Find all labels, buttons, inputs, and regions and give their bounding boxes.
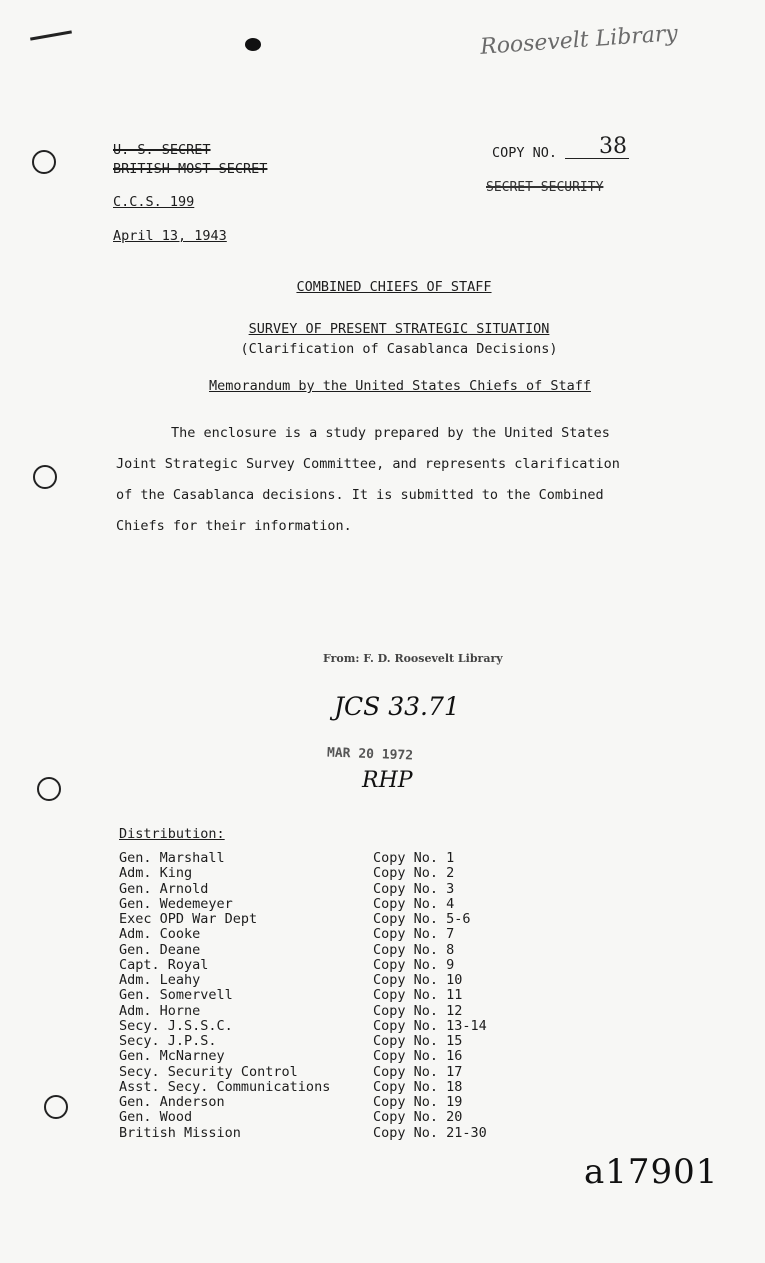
handwritten-initials: RHP (362, 768, 413, 793)
recipient-name: Gen. Marshall (119, 850, 225, 866)
recipient-name: British Mission (119, 1124, 241, 1141)
recipient-name: Gen. Arnold (119, 880, 209, 897)
copy-assignment: Copy No. 9 (373, 956, 455, 973)
distribution-row (119, 1019, 549, 1034)
recipient-name: Secy. Security Control (119, 1063, 298, 1080)
copy-assignment: Copy No. 21-30 (373, 1124, 487, 1141)
title-subject: SURVEY OF PRESENT STRATEGIC SITUATION (248, 321, 550, 337)
recipient-name: Exec OPD War Dept (119, 911, 258, 927)
distribution-row (119, 866, 549, 881)
recipient-name: Capt. Royal (119, 956, 209, 973)
recipient-name: Secy. J.S.S.C. (119, 1017, 233, 1034)
body-line: The enclosure is a study prepared by the United States (171, 425, 610, 441)
ink-blot (245, 38, 261, 51)
copy-assignment: Copy No. 19 (373, 1094, 463, 1110)
copy-number-line (565, 134, 629, 159)
distribution-row (119, 1126, 549, 1141)
body-line: of the Casablanca decisions. It is submitted to the Combined (116, 487, 604, 503)
recipient-name: Adm. Horne (119, 1002, 201, 1019)
distribution-row (119, 1080, 549, 1095)
date-stamp: MAR 20 1972 (326, 745, 414, 764)
recipient-name: Gen. Anderson (119, 1094, 225, 1110)
handwritten-reference: JCS 33.71 (334, 692, 460, 721)
copy-assignment: Copy No. 16 (373, 1048, 463, 1065)
distribution-row (119, 851, 549, 866)
distribution-row (119, 988, 549, 1003)
classification-struck: BRITISH MOST SECRET (113, 161, 268, 177)
copy-assignment: Copy No. 17 (373, 1063, 463, 1080)
binder-hole (33, 465, 57, 489)
distribution-row (119, 912, 549, 927)
distribution-row (119, 958, 549, 973)
recipient-name: Gen. Deane (119, 941, 201, 958)
copy-assignment: Copy No. 11 (373, 987, 463, 1004)
copy-assignment: Copy No. 4 (373, 895, 455, 912)
title-body: COMBINED CHIEFS OF STAFF (296, 279, 492, 295)
distribution-row (119, 1095, 549, 1110)
recipient-name: Adm. Cooke (119, 926, 201, 943)
copy-assignment: Copy No. 20 (373, 1109, 463, 1126)
recipient-name: Adm. King (119, 865, 193, 882)
distribution-row (119, 882, 549, 897)
recipient-name: Gen. Wood (119, 1109, 193, 1126)
top-annotation: Roosevelt Library (479, 21, 679, 60)
recipient-name: Gen. Somervell (119, 987, 233, 1004)
classification-struck: SECRET SECURITY (486, 180, 604, 195)
copy-assignment: Copy No. 5-6 (373, 911, 471, 927)
body-line: Joint Strategic Survey Committee, and represents clarification (116, 456, 620, 472)
distribution-row (119, 1065, 549, 1080)
copy-assignment: Copy No. 12 (373, 1002, 463, 1019)
recipient-name: Asst. Secy. Communications (119, 1078, 331, 1095)
pen-mark (30, 30, 72, 40)
distribution-row (119, 1110, 549, 1125)
binder-hole (32, 150, 56, 174)
recipient-name: Gen. Wedemeyer (119, 895, 233, 912)
copy-number: 38 (599, 134, 627, 159)
copy-assignment: Copy No. 3 (373, 880, 455, 897)
distribution-row (119, 1049, 549, 1064)
recipient-name: Adm. Leahy (119, 972, 201, 988)
copy-assignment: Copy No. 7 (373, 926, 455, 943)
copy-assignment: Copy No. 1 (373, 850, 455, 866)
distribution-row (119, 1034, 549, 1049)
copy-assignment: Copy No. 15 (373, 1033, 463, 1049)
document-date: April 13, 1943 (113, 228, 227, 244)
recipient-name: Secy. J.P.S. (119, 1033, 217, 1049)
distribution-heading: Distribution: (119, 826, 225, 842)
library-stamp: From: F. D. Roosevelt Library (323, 652, 503, 665)
document-id: C.C.S. 199 (113, 194, 195, 210)
title-subtitle: (Clarification of Casablanca Decisions) (240, 341, 558, 357)
archive-number: a17901 (584, 1152, 719, 1192)
memo-heading: Memorandum by the United States Chiefs of Staff (208, 378, 591, 394)
copy-assignment: Copy No. 13-14 (373, 1017, 487, 1034)
copy-assignment: Copy No. 2 (373, 865, 455, 882)
binder-hole (37, 777, 61, 801)
copy-label: COPY NO. (492, 145, 558, 161)
copy-assignment: Copy No. 10 (373, 972, 463, 988)
distribution-row (119, 943, 549, 958)
distribution-row (119, 1004, 549, 1019)
distribution-row (119, 897, 549, 912)
copy-assignment: Copy No. 18 (373, 1078, 463, 1095)
distribution-list (119, 851, 559, 1151)
copy-assignment: Copy No. 8 (373, 941, 455, 958)
classification-struck: U. S. SECRET (113, 142, 211, 158)
body-line: Chiefs for their information. (116, 518, 352, 534)
recipient-name: Gen. McNarney (119, 1048, 225, 1065)
distribution-row (119, 927, 549, 942)
binder-hole (44, 1095, 68, 1119)
distribution-row (119, 973, 549, 988)
